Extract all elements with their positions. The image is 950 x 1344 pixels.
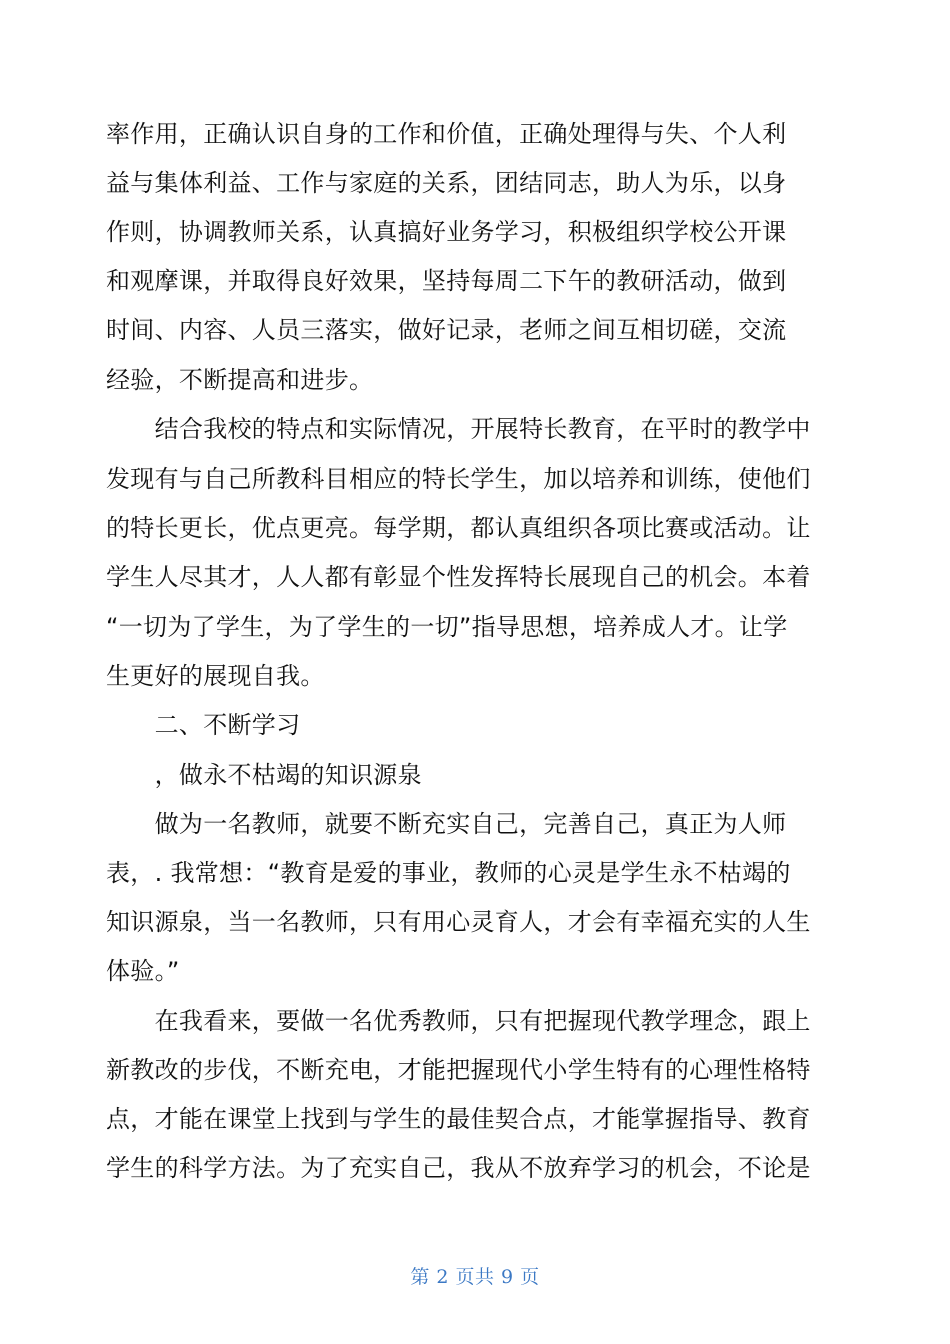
section-subheading: ，做永不枯竭的知识源泉 <box>106 761 422 789</box>
text-line: 时间、内容、人员三落实，做好记录，老师之间互相切磋，交流 <box>106 316 787 344</box>
text-line: “一切为了学生，为了学生的一切”指导思想，培养成人才。让学 <box>106 613 788 641</box>
text-line: 的特长更长，优点更亮。每学期，都认真组织各项比赛或活动。让 <box>106 514 811 542</box>
text-line: 做为一名教师，就要不断充实自己，完善自己，真正为人师 <box>106 810 787 838</box>
text-line: 学生人尽其才，人人都有彰显个性发挥特长展现自己的机会。本着 <box>106 563 811 591</box>
text-line: 作则，协调教师关系，认真搞好业务学习，积极组织学校公开课 <box>106 218 787 246</box>
text-line: 学生的科学方法。为了充实自己，我从不放弃学习的机会，不论是 <box>106 1154 811 1182</box>
text-line: 表，. 我常想：“教育是爱的事业，教师的心灵是学生永不枯竭的 <box>106 859 791 887</box>
text-line: 生更好的展现自我。 <box>106 662 325 690</box>
text-line: 知识源泉，当一名教师，只有用心灵育人，才会有幸福充实的人生 <box>106 908 811 936</box>
section-heading: 二、不断学习 <box>106 711 301 739</box>
text-line: 经验，不断提高和进步。 <box>106 366 374 394</box>
text-line: 发现有与自己所教科目相应的特长学生，加以培养和训练，使他们 <box>106 465 811 493</box>
text-line: 在我看来，要做一名优秀教师，只有把握现代教学理念，跟上 <box>106 1007 811 1035</box>
text-line: 新教改的步伐，不断充电，才能把握现代小学生特有的心理性格特 <box>106 1056 811 1084</box>
text-line: 体验。” <box>106 957 180 985</box>
text-line: 点，才能在课堂上找到与学生的最佳契合点，才能掌握指导、教育 <box>106 1105 811 1133</box>
text-line: 率作用，正确认识自身的工作和价值，正确处理得与失、个人利 <box>106 120 787 148</box>
text-line: 和观摩课，并取得良好效果，坚持每周二下午的教研活动，做到 <box>106 267 787 295</box>
page-number-footer: 第 2 页共 9 页 <box>410 1266 540 1288</box>
text-line: 结合我校的特点和实际情况，开展特长教育，在平时的教学中 <box>106 415 811 443</box>
text-line: 益与集体利益、工作与家庭的关系，团结同志，助人为乐，以身 <box>106 169 787 197</box>
